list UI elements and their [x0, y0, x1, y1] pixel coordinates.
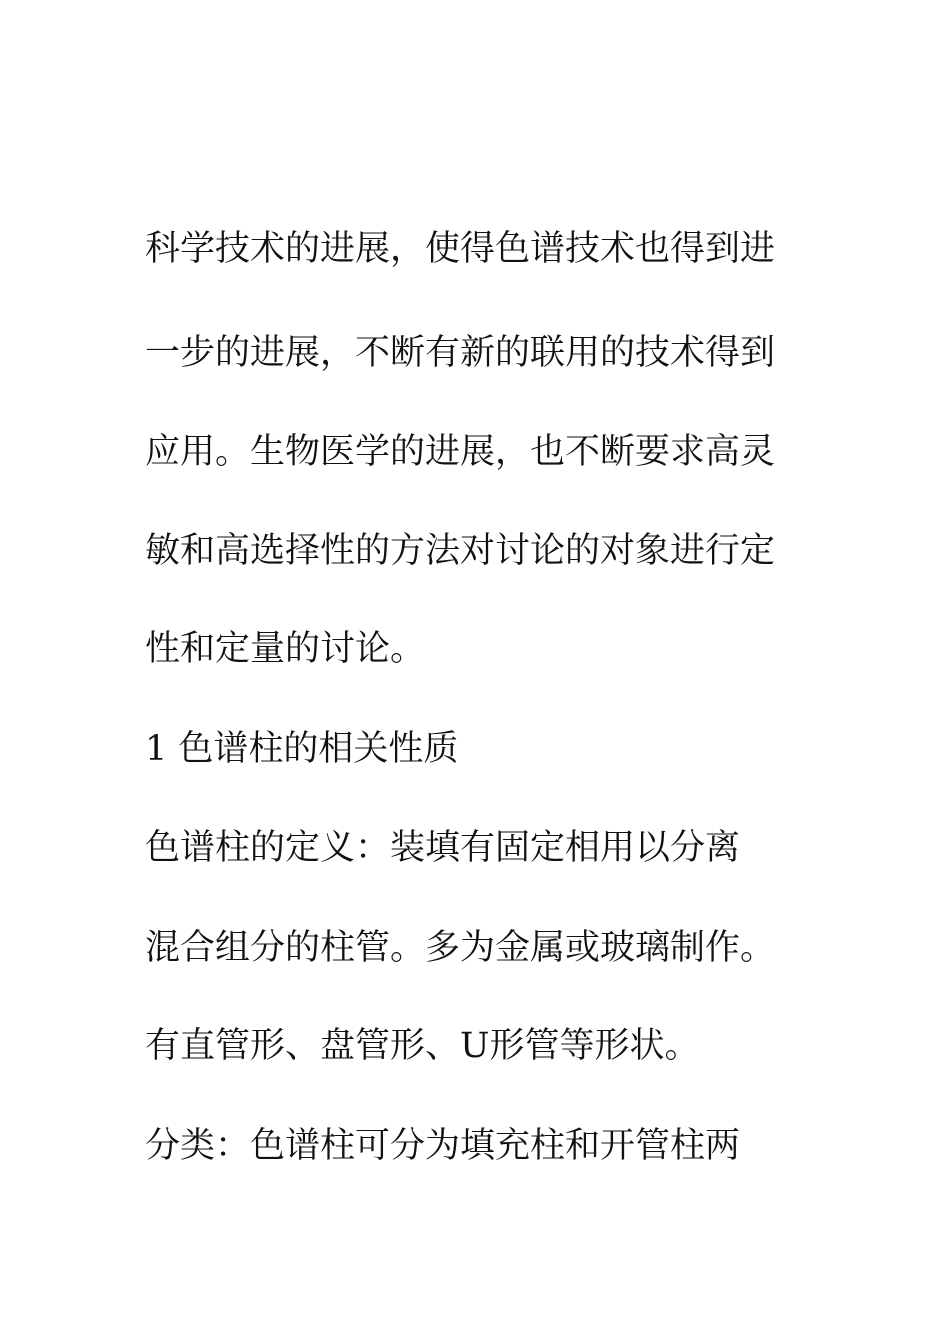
- paragraph-1-line-1: 科学技术的进展，使得色谱技术也得到进: [145, 229, 776, 269]
- section-heading: 1 色谱柱的相关性质: [145, 729, 459, 769]
- paragraph-3-line-1: 分类：色谱柱可分为填充柱和开管柱两: [145, 1126, 741, 1166]
- paragraph-1-line-5: 性和定量的讨论。: [145, 629, 426, 669]
- paragraph-2-line-1: 色谱柱的定义：装填有固定相用以分离: [145, 828, 741, 868]
- paragraph-2-line-3: 有直管形、盘管形、U形管等形状。: [145, 1026, 700, 1066]
- paragraph-1-line-3: 应用。生物医学的进展，也不断要求高灵: [145, 432, 776, 472]
- paragraph-1-line-2: 一步的进展，不断有新的联用的技术得到: [145, 333, 776, 373]
- paragraph-2-line-2: 混合组分的柱管。多为金属或玻璃制作。: [145, 928, 776, 968]
- paragraph-1-line-4: 敏和高选择性的方法对讨论的对象进行定: [145, 531, 776, 571]
